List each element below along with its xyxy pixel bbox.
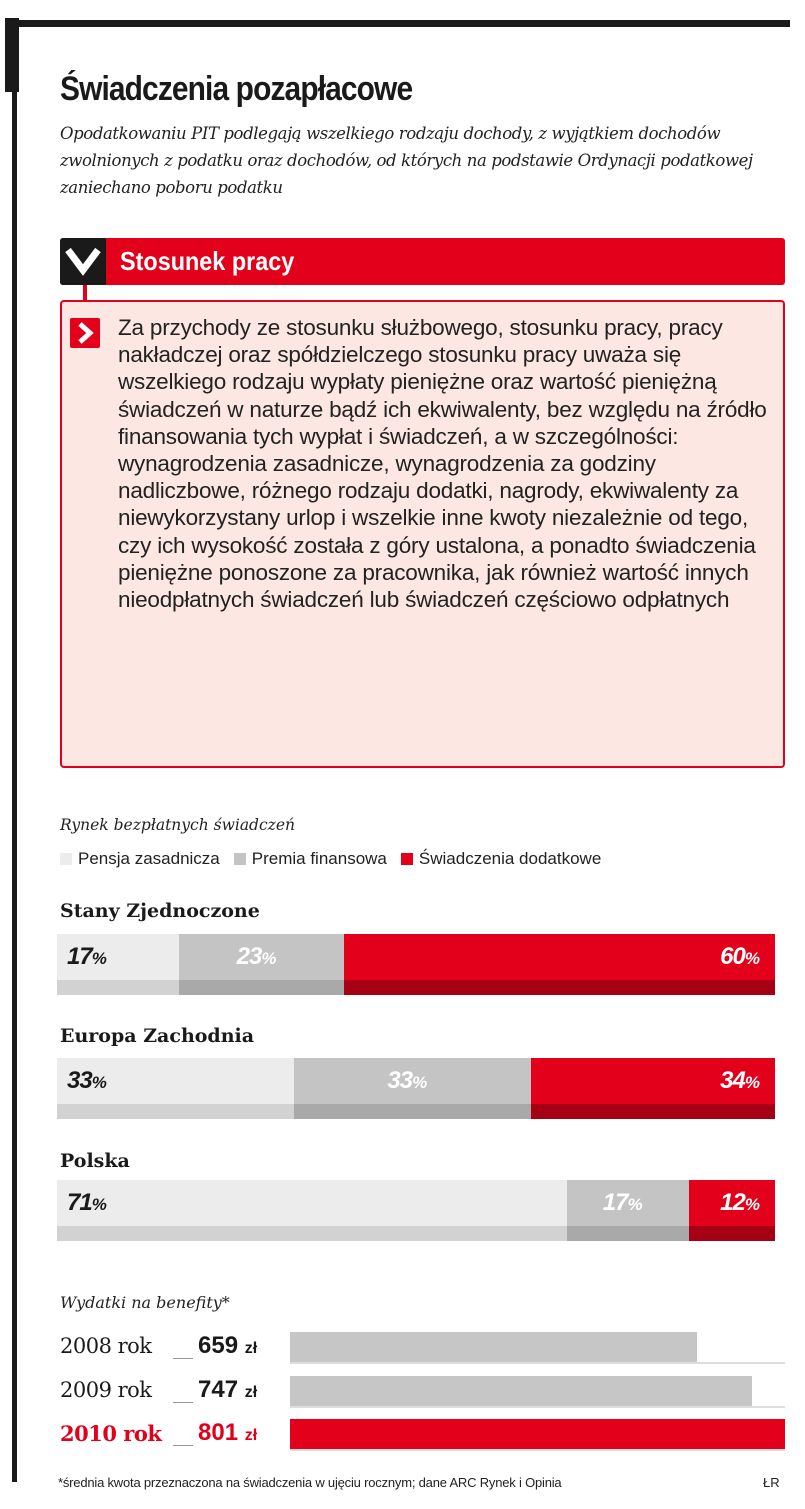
bar-shadow bbox=[344, 980, 775, 995]
bar-shadow bbox=[689, 1226, 775, 1241]
legend-swatch bbox=[401, 853, 413, 865]
category-label: Europa Zachodnia bbox=[60, 1025, 255, 1047]
data-label: 17% bbox=[67, 943, 106, 970]
top-rule bbox=[5, 20, 790, 27]
bar-segment bbox=[689, 1180, 775, 1242]
value-label: 801 zł bbox=[198, 1419, 258, 1446]
data-label: 60% bbox=[720, 943, 759, 970]
bar-segment bbox=[567, 1180, 689, 1242]
expense-bar bbox=[290, 1332, 697, 1362]
baseline bbox=[290, 1449, 785, 1451]
year-label: 2010 rok bbox=[60, 1421, 162, 1446]
section-body-text: Za przychody ze stosunku służbowego, stosunku pracy, pracy nakładczej oraz spółdzielczego stosunku pracy uważa się wszelkiego rodzaju wypłaty pieniężne oraz wartość pieniężną świadczeń w naturze bądź ich ekwiwalenty, bez względu na źródło finansowania tych wypłat i świadczeń, a w szczególności: wynagrodzenia zasadnicze, wynagrodzenia za godziny nadliczbowe, różnego rodzaju dodatki, nagrody, ekwiwalenty za niewykorzystany urlop i wszelkie inne kwoty niezależnie od tego, czy ich wysokość została z góry ustalona, a ponadto świadczenia pieniężne ponoszone za pracownika, jak również wartość innych nieodpłatnych świadczeń lub świadczeń częściowo odpłatnych bbox=[118, 315, 767, 613]
legend bbox=[60, 849, 601, 869]
data-label: 71% bbox=[67, 1189, 106, 1216]
bar-shadow bbox=[567, 1226, 689, 1241]
stacked-bar bbox=[57, 1180, 775, 1242]
data-label: 33% bbox=[387, 1067, 427, 1094]
legend-label: Premia finansowa bbox=[251, 849, 387, 868]
stacked-bar bbox=[57, 934, 775, 996]
value-label: 747 zł bbox=[198, 1376, 258, 1403]
data-label: 33% bbox=[67, 1067, 106, 1094]
baseline bbox=[290, 1406, 785, 1408]
author-initials: ŁR bbox=[763, 1475, 780, 1490]
chevron-down-icon bbox=[60, 238, 106, 285]
chart-title: Rynek bezpłatnych świadczeń bbox=[60, 816, 295, 834]
left-rule bbox=[12, 22, 17, 1482]
legend-item bbox=[401, 849, 601, 869]
legend-swatch bbox=[234, 853, 246, 865]
page-title: Świadczenia pozapłacowe bbox=[60, 70, 413, 108]
bar-segment bbox=[57, 934, 179, 996]
expense-bar bbox=[290, 1376, 752, 1406]
bar-shadow bbox=[57, 1226, 567, 1241]
bar-segment bbox=[344, 934, 775, 996]
chevron-right-icon bbox=[70, 318, 100, 348]
category-label: Stany Zjednoczone bbox=[60, 900, 260, 922]
leader-line bbox=[173, 1445, 193, 1446]
year-label: 2009 rok bbox=[60, 1378, 152, 1402]
chart-title: Wydatki na benefity* bbox=[60, 1293, 230, 1312]
year-row bbox=[60, 1330, 785, 1366]
bar-face bbox=[344, 934, 775, 980]
legend-swatch bbox=[60, 853, 72, 865]
bar-segment bbox=[179, 934, 344, 996]
year-label: 2008 rok bbox=[60, 1334, 152, 1358]
data-label: 17% bbox=[602, 1189, 642, 1216]
legend-label: Pensja zasadnicza bbox=[78, 849, 220, 868]
bar-face bbox=[57, 1180, 567, 1226]
bar-segment bbox=[294, 1058, 531, 1120]
value-label: 659 zł bbox=[198, 1332, 258, 1359]
data-label: 23% bbox=[236, 943, 276, 970]
bar-shadow bbox=[531, 1104, 775, 1119]
stacked-bar bbox=[57, 1058, 775, 1120]
bar-shadow bbox=[57, 1104, 294, 1119]
section-header-title: Stosunek pracy bbox=[120, 246, 295, 276]
year-row bbox=[60, 1417, 785, 1453]
leader-line bbox=[173, 1358, 193, 1359]
data-label: 12% bbox=[720, 1189, 759, 1216]
leader-line bbox=[173, 1402, 193, 1403]
connector-line bbox=[83, 285, 87, 301]
bar-segment bbox=[531, 1058, 775, 1120]
data-label: 34% bbox=[720, 1067, 759, 1094]
legend-item bbox=[234, 849, 387, 869]
bar-shadow bbox=[179, 980, 344, 995]
bar-shadow bbox=[294, 1104, 531, 1119]
bar-segment bbox=[57, 1180, 567, 1242]
legend-label: Świadczenia dodatkowe bbox=[418, 849, 602, 868]
footnote: *średnia kwota przeznaczona na świadczenia w ujęciu rocznym; dane ARC Rynek i Opinia bbox=[58, 1475, 562, 1490]
category-label: Polska bbox=[60, 1150, 130, 1172]
expense-bar bbox=[290, 1419, 785, 1449]
bar-shadow bbox=[57, 980, 179, 995]
bar-segment bbox=[57, 1058, 294, 1120]
legend-item bbox=[60, 849, 220, 869]
year-row bbox=[60, 1374, 785, 1410]
baseline bbox=[290, 1362, 785, 1364]
subtitle: Opodatkowaniu PIT podlegają wszelkiego rodzaju dochody, z wyjątkiem dochodów zwolnionych z podatku oraz dochodów, od których na podstawie Ordynacji podatkowej zaniechano poboru podatku bbox=[60, 124, 753, 197]
